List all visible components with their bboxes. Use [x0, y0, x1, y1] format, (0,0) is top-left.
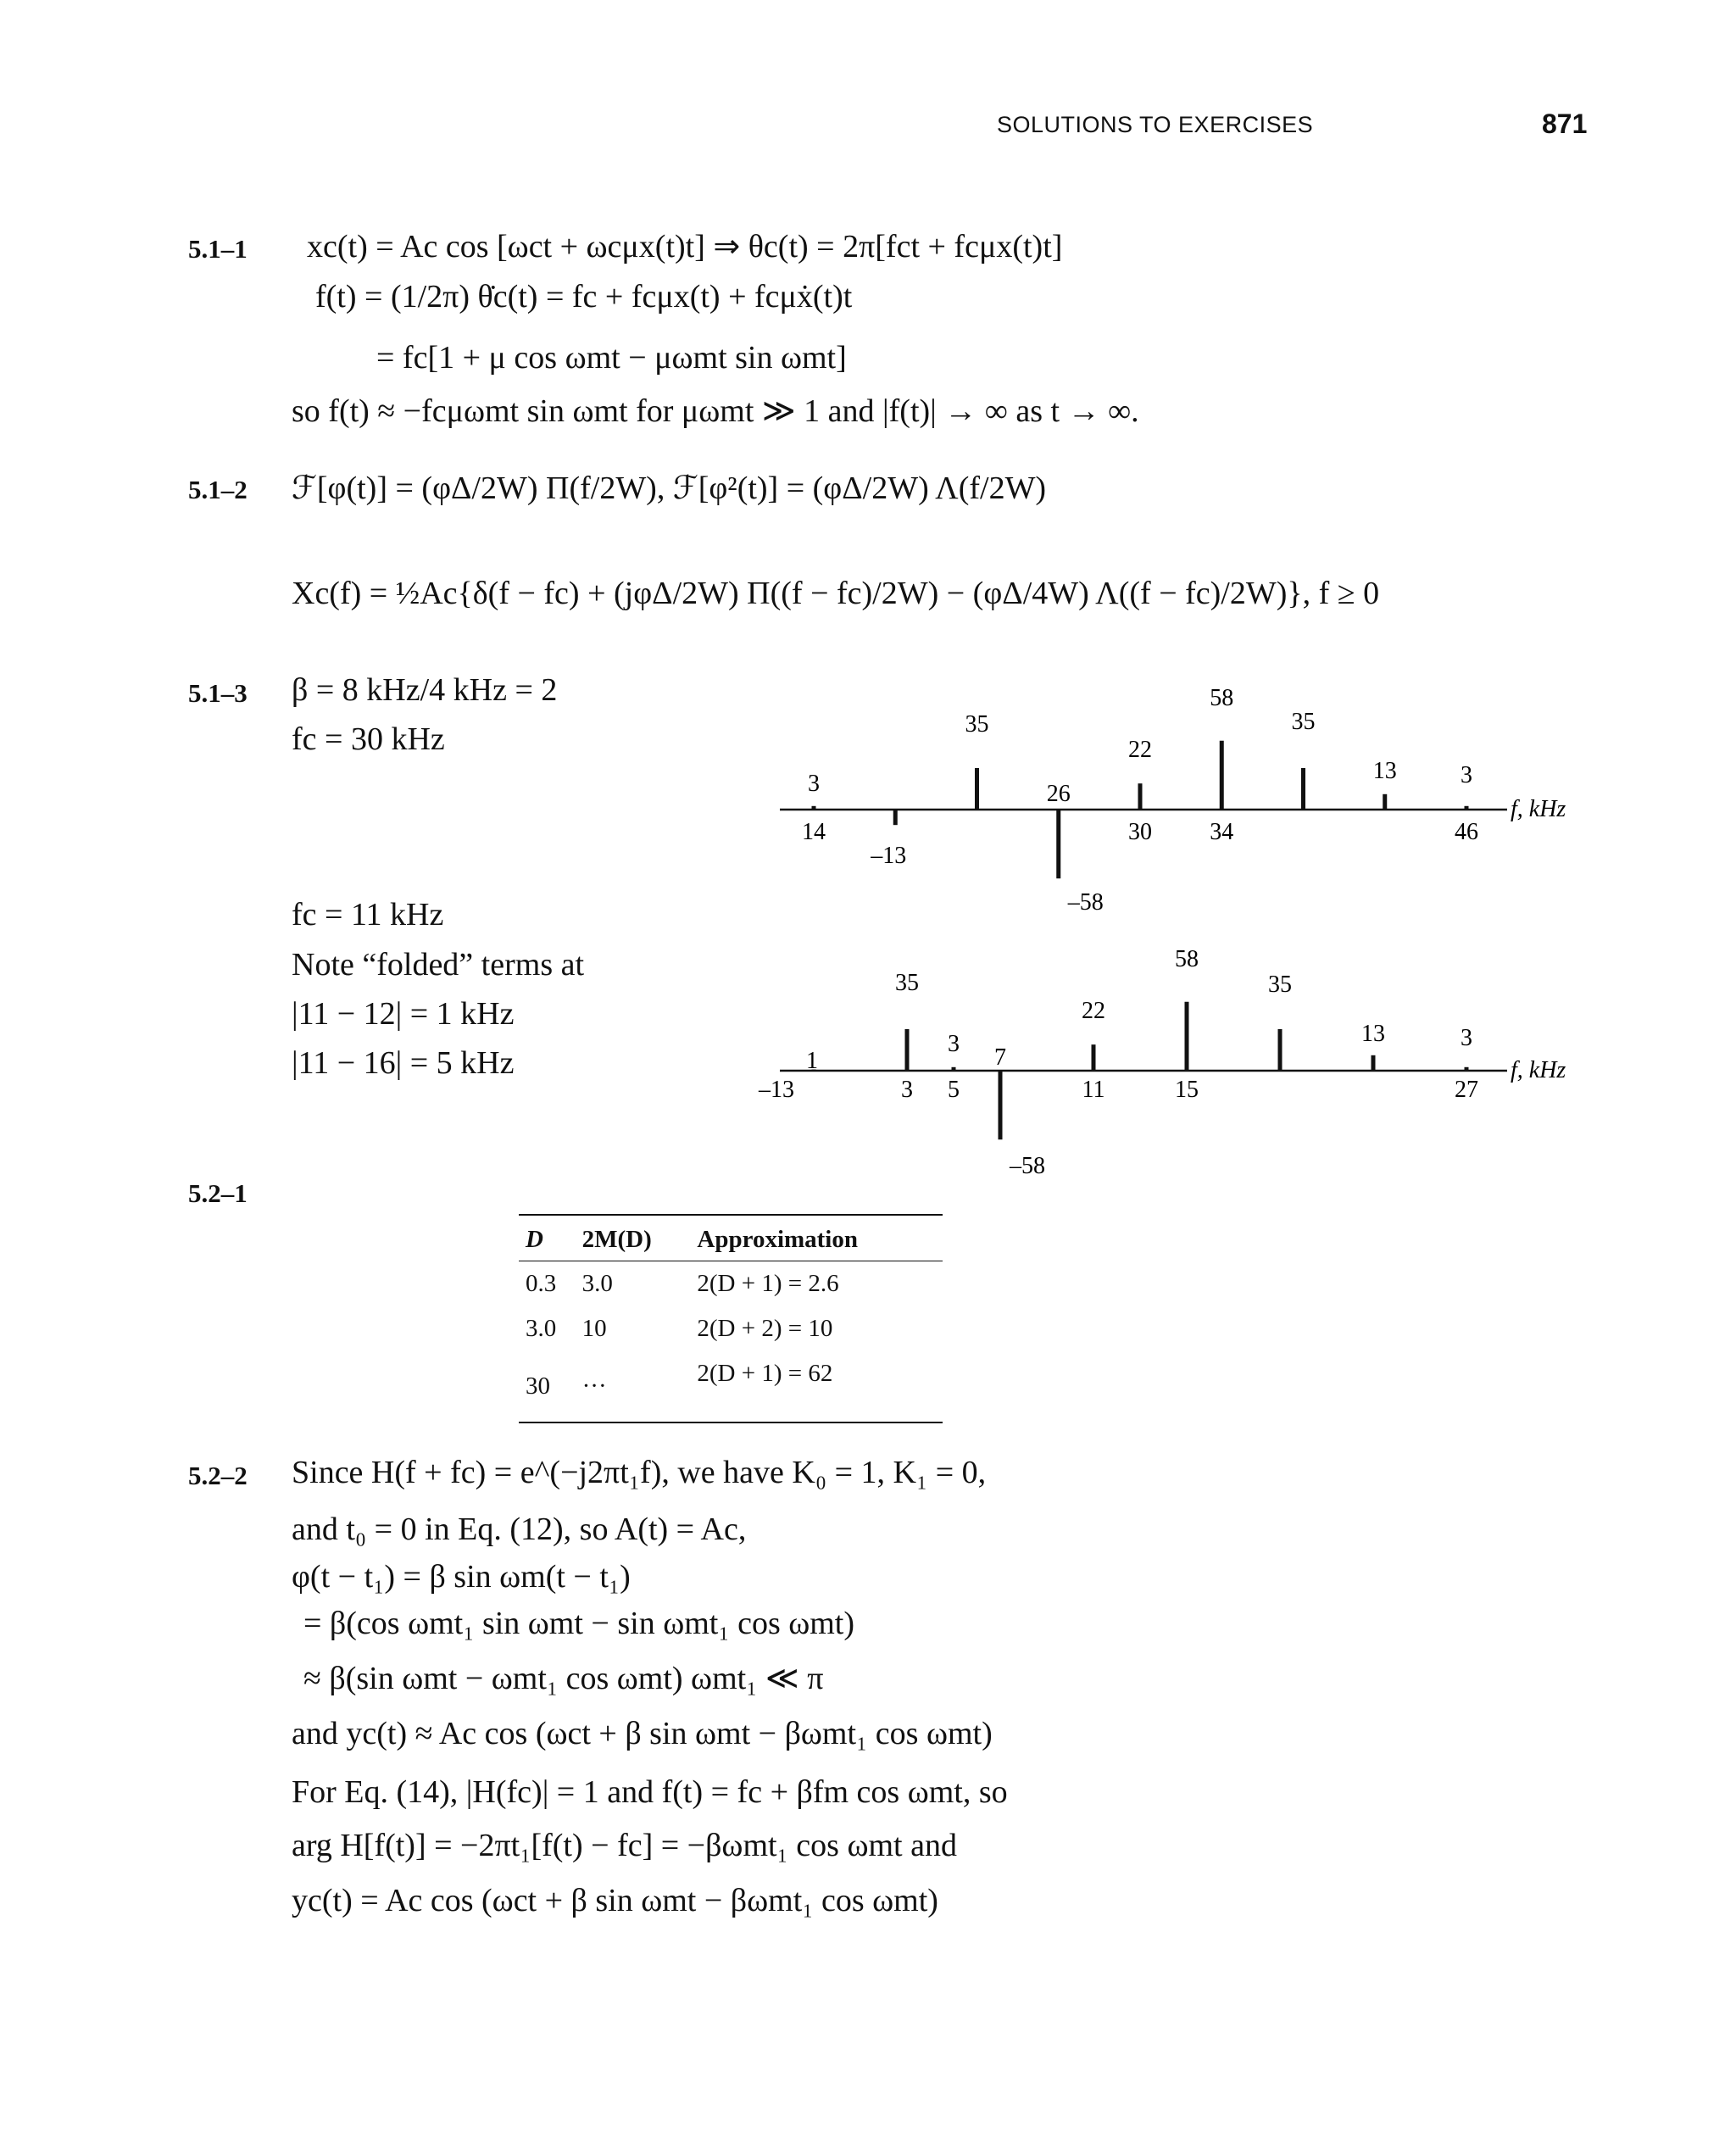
value-label: 35: [965, 711, 989, 738]
table-header-row: [519, 1215, 943, 1261]
problem-number-5-1-1: 5.1–1: [188, 234, 248, 264]
eq-5-1-1-line4: so f(t) ≈ −fcμωmt sin ωmt for μωmt ≫ 1 and |f(t)| → ∞ as t → ∞.: [292, 393, 1139, 429]
col-header-approx: Approximation: [690, 1215, 943, 1261]
bessel-bandwidth-table: [519, 1214, 943, 1423]
problem-number-5-2-2: 5.2–2: [188, 1461, 248, 1490]
tick-label: 15: [1175, 1077, 1199, 1103]
eq-5-1-3-fc30: fc = 30 kHz: [292, 721, 445, 757]
eq-5-1-3-beta: β = 8 kHz/4 kHz = 2: [292, 672, 558, 708]
eq-5-1-3-fc11: fc = 11 kHz: [292, 897, 444, 933]
spectrum-chart-fc-11: [759, 931, 1594, 1194]
eq-5-2-2-line1: Since H(f + fc) = e^(−j2πt₁f), we have K₀ = 1, K₁ = 0,: [292, 1455, 987, 1490]
value-label: –13: [871, 843, 907, 869]
value-label: 13: [1361, 1021, 1385, 1047]
folded-term-1: |11 − 12| = 1 kHz: [292, 996, 515, 1032]
value-label: –58: [1067, 889, 1104, 916]
value-label: 3: [808, 771, 820, 797]
cell: 2(D + 1) = 2.6: [697, 1270, 839, 1297]
eq-5-2-2-line4: = β(cos ωmt₁ sin ωmt − sin ωmt₁ cos ωmt): [303, 1606, 855, 1641]
tick-label: 5: [948, 1077, 960, 1103]
note-folded-terms: Note “folded” terms at: [292, 947, 585, 983]
value-label: 13: [1372, 758, 1397, 784]
tick-label: 34: [1210, 819, 1234, 845]
eq-5-2-2-line6: and yc(t) ≈ Ac cos (ωct + β sin ωmt − βωmt₁ cos ωmt): [292, 1716, 993, 1751]
eq-5-2-2-line2: and t₀ = 0 in Eq. (12), so A(t) = Ac,: [292, 1512, 747, 1547]
eq-5-2-2-line3: φ(t − t₁) = β sin ωm(t − t₁): [292, 1559, 631, 1595]
cell: 30: [526, 1372, 550, 1400]
table-row: [519, 1306, 943, 1351]
eq-5-1-1-line1: xc(t) = Ac cos [ωct + ωcμx(t)t] ⇒ θc(t) = 2π[fct + fcμx(t)t]: [307, 229, 1063, 264]
tick-label: 30: [1128, 819, 1152, 845]
axis-label: f, kHz: [1511, 1057, 1566, 1083]
tick-label: 3: [901, 1077, 913, 1103]
cell: 2(D + 1) = 62: [697, 1360, 833, 1387]
tick-label: 14: [802, 819, 826, 845]
eq-5-2-2-line7: For Eq. (14), |H(fc)| = 1 and f(t) = fc + βfm cos ωmt, so: [292, 1774, 1008, 1810]
table-row: [519, 1351, 943, 1422]
tick-label: –13: [759, 1077, 794, 1103]
cell: 10: [581, 1315, 607, 1342]
axis-label: f, kHz: [1511, 796, 1566, 822]
problem-number-5-1-2: 5.1–2: [188, 475, 248, 504]
value-label: 22: [1082, 998, 1105, 1024]
cell: 3.0: [581, 1270, 613, 1297]
page-number: 871: [1542, 109, 1588, 139]
value-label: 1: [806, 1048, 818, 1074]
eq-5-2-2-line8: arg H[f(t)] = −2πt₁[f(t) − fc] = −βωmt₁ cos ωmt and: [292, 1828, 957, 1863]
eq-5-1-1-line2: f(t) = (1/2π) θ̇c(t) = fc + fcμx(t) + fcμẋ(t)t: [315, 279, 853, 315]
cell: ···: [581, 1372, 607, 1400]
eq-5-1-2-line1: ℱ[φ(t)] = (φΔ/2W) Π(f/2W), ℱ[φ²(t)] = (φΔ/2W) Λ(f/2W): [292, 470, 1047, 506]
value-label: 3: [948, 1031, 960, 1057]
value-label: 3: [1461, 762, 1472, 788]
value-label: 58: [1210, 685, 1234, 711]
tick-label: 46: [1455, 819, 1478, 845]
value-label: 7: [994, 1044, 1006, 1071]
value-label: –58: [1010, 1153, 1045, 1179]
tick-label: 11: [1082, 1077, 1105, 1103]
eq-5-1-1-line3: = fc[1 + μ cos ωmt − μωmt sin ωmt]: [376, 340, 847, 376]
value-label: 3: [1461, 1025, 1472, 1051]
cell: 2(D + 2) = 10: [697, 1315, 833, 1342]
table-row: [519, 1261, 943, 1307]
value-label: 26: [1046, 781, 1071, 807]
spectrum-chart-fc-30: [763, 670, 1594, 933]
value-label: 22: [1128, 737, 1152, 763]
value-label: 58: [1175, 946, 1199, 972]
col-header-2md: 2M(D): [576, 1215, 691, 1261]
folded-term-2: |11 − 16| = 5 kHz: [292, 1045, 515, 1081]
value-label: 35: [895, 970, 919, 996]
tick-label: 27: [1455, 1077, 1478, 1103]
value-label: 35: [1291, 709, 1316, 735]
col-header-d: D: [519, 1215, 576, 1261]
problem-number-5-2-1: 5.2–1: [188, 1178, 248, 1208]
running-title: SOLUTIONS TO EXERCISES: [997, 112, 1314, 137]
cell: 0.3: [526, 1270, 557, 1297]
eq-5-2-2-line9: yc(t) = Ac cos (ωct + β sin ωmt − βωmt₁ cos ωmt): [292, 1883, 938, 1918]
cell: 3.0: [526, 1315, 557, 1342]
eq-5-2-2-line5: ≈ β(sin ωmt − ωmt₁ cos ωmt) ωmt₁ ≪ π: [303, 1661, 824, 1696]
eq-5-1-2-line2: Xc(f) = ½Ac{δ(f − fc) + (jφΔ/2W) Π((f − fc)/2W) − (φΔ/4W) Λ((f − fc)/2W)}, f ≥ 0: [292, 576, 1380, 611]
problem-number-5-1-3: 5.1–3: [188, 678, 248, 708]
value-label: 35: [1268, 972, 1292, 998]
